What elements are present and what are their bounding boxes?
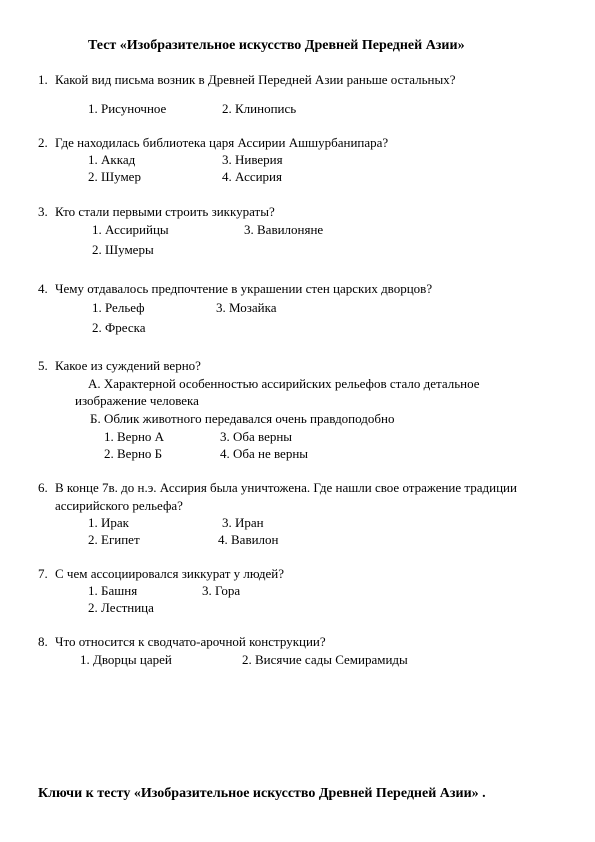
answer-option: 2. Лестница [88, 600, 154, 615]
answer-option: 2. Шумер [88, 169, 141, 184]
answer-option: 1. Дворцы царей [80, 652, 172, 667]
question-number: 7. [38, 566, 48, 581]
answer-option: 3. Иран [222, 515, 264, 530]
question-number: 5. [38, 358, 48, 373]
answer-option: 2. Фреска [92, 320, 146, 335]
question-number: 2. [38, 135, 48, 150]
statement-b: Б. Облик животного передавался очень правдоподобно [90, 411, 395, 426]
answer-option: 3. Гора [202, 583, 241, 598]
answer-option: 3. Оба верны [220, 429, 293, 444]
page-title: Тест «Изобразительное искусство Древней Передней Азии» [88, 38, 465, 53]
answer-option: 3. Вавилоняне [244, 222, 324, 237]
question-text: Что относится к сводчато-арочной конструкции? [55, 634, 326, 649]
question-text: Чему отдавалось предпочтение в украшении стен царских дворцов? [55, 281, 433, 296]
answer-option: 3. Ниверия [222, 152, 283, 167]
answer-option: 1. Аккад [88, 152, 136, 167]
question-number: 8. [38, 634, 48, 649]
question-number: 1. [38, 72, 48, 87]
answer-option: 1. Ассирийцы [92, 222, 169, 237]
question-text-continued: ассирийского рельефа? [55, 498, 183, 513]
answer-option: 2. Клинопись [222, 101, 297, 116]
question-text: В конце 7в. до н.э. Ассирия была уничтожена. Где нашли свое отражение традиции [55, 480, 517, 495]
answer-option: 2. Висячие сады Семирамиды [242, 652, 408, 667]
answer-key-title: Ключи к тесту «Изобразительное искусство Древней Передней Азии» . [38, 786, 486, 801]
statement-a: А. Характерной особенностью ассирийских рельефов стало детальное [88, 376, 480, 391]
question-text: Где находилась библиотека царя Ассирии Ашшурбанипара? [55, 135, 389, 150]
answer-option: 1. Рельеф [92, 300, 145, 315]
answer-option: 1. Верно А [104, 429, 165, 444]
question-number: 3. [38, 204, 48, 219]
answer-option: 4. Ассирия [222, 169, 282, 184]
answer-option: 4. Оба не верны [220, 446, 309, 461]
answer-option: 4. Вавилон [218, 532, 279, 547]
statement-a-continued: изображение человека [75, 393, 199, 408]
answer-option: 2. Шумеры [92, 242, 154, 257]
question-number: 6. [38, 480, 48, 495]
question-text: Какое из суждений верно? [55, 358, 201, 373]
answer-option: 3. Мозайка [216, 300, 277, 315]
answer-option: 1. Ирак [88, 515, 129, 530]
answer-option: 1. Башня [88, 583, 138, 598]
answer-option: 2. Верно Б [104, 446, 163, 461]
question-text: С чем ассоциировался зиккурат у людей? [55, 566, 285, 581]
question-number: 4. [38, 281, 48, 296]
answer-option: 1. Рисуночное [88, 101, 167, 116]
question-text: Кто стали первыми строить зиккураты? [55, 204, 275, 219]
answer-option: 2. Египет [88, 532, 140, 547]
question-text: Какой вид письма возник в Древней Передней Азии раньше остальных? [55, 72, 456, 87]
